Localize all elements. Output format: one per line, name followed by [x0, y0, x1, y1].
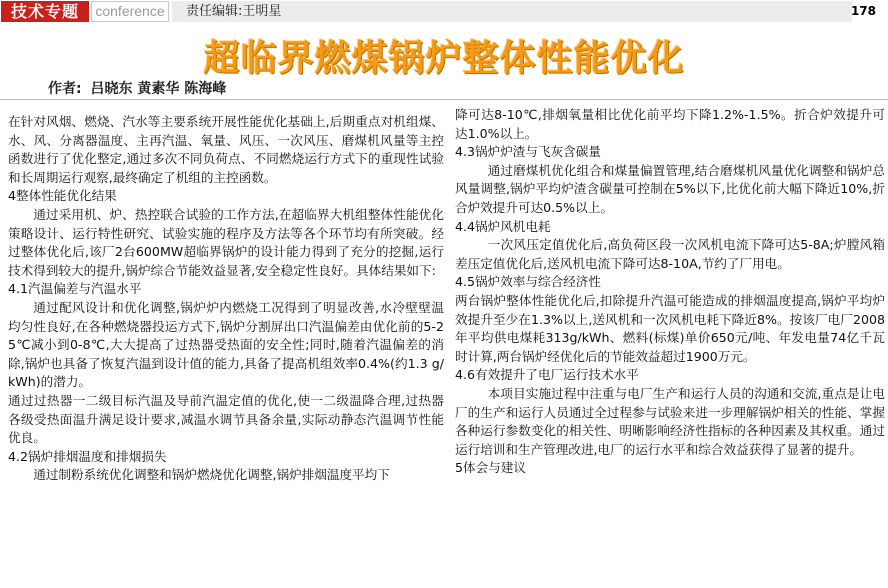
paragraph: 通过采用机、炉、热控联合试验的工作方法,在超临界大机组整体性能优化策略设计、运行特性研究、试验实施的程序及方法等各个环节均有所突破。经过整体优化后,该厂2台600MW超临界锅炉的设计能力得到了充分的挖掘,运行技术得到较大的提升,锅炉综合节能效益显著,安全稳定性良好。具体结果如下: [8, 206, 444, 278]
title-divider [0, 99, 888, 100]
section-heading: 4.5锅炉效率与综合经济性 [455, 274, 601, 290]
conference-label: conference [91, 1, 169, 22]
section-heading: 4.4锅炉风机电耗 [455, 218, 551, 234]
authors-names: 吕晓东 黄素华 陈海峰 [90, 81, 227, 97]
section-heading: 5体会与建议 [455, 460, 526, 476]
section-heading: 4整体性能优化结果 [8, 188, 117, 204]
section-heading: 4.3锅炉炉渣与飞灰含碳量 [455, 144, 601, 160]
paragraph: 通过过热器一二级目标汽温及导前汽温定值的优化,使一二级温降合理,过热器各级受热面温升满足设计要求,减温水调节具备余量,实际动静态汽温调节性能优良。 [8, 392, 444, 446]
section-heading: 4.6有效提升了电厂运行技术水平 [455, 367, 639, 383]
paragraph: 通过配风设计和优化调整,锅炉炉内燃烧工况得到了明显改善,水冷壁壁温均匀性良好,在各种燃烧器投运方式下,锅炉分割屏出口汽温偏差由优化前的5-25℃减小到0-8℃,大大提高了过热器受热面的安全性;同时,随着汽温偏差的消除,锅炉也具备了恢复汽温到设计值的能力,具备了提高机组效率0.4%(约1.3 g/kWh)的潜力。 [8, 299, 444, 390]
section-heading: 4.2锅炉排烟温度和排烟损失 [8, 448, 167, 464]
left-column [8, 113, 444, 485]
section-heading: 4.1汽温偏差与汽温水平 [8, 281, 142, 297]
right-column [455, 106, 885, 478]
page-number: 178 [850, 4, 876, 18]
paragraph: 通过制粉系统优化调整和锅炉燃烧优化调整,锅炉排烟温度平均下 [33, 467, 390, 483]
editor-credit: 责任编辑:王明星 [172, 1, 852, 22]
section-badge: 技术专题 [1, 1, 89, 22]
paragraph: 在针对风烟、燃烧、汽水等主要系统开展性能优化基础上,后期重点对机组煤、水、风、分离器温度、主再汽温、氧量、风压、一次风压、磨煤机风量等主控函数进行了优化整定,通过多次不同负荷点、不同燃烧运行方式下的重现性试验和长周期运行观察,最终确定了机组的主控函数。 [8, 114, 444, 185]
page-header [0, 0, 888, 24]
article-authors [48, 78, 226, 98]
paragraph: 一次风压定值优化后,高负荷区段一次风机电流下降可达5-8A;炉膛风箱差压定值优化后,送风机电流下降可达8-10A,节约了厂用电。 [455, 237, 885, 271]
paragraph: 降可达8-10℃,排烟氧量相比优化前平均下降1.2%-1.5%。折合炉效提升可达1.0%以上。 [455, 107, 885, 141]
article-title: 超临界燃煤锅炉整体性能优化 [203, 38, 685, 79]
paragraph: 两台锅炉整体性能优化后,扣除提升汽温可能造成的排烟温度提高,锅炉平均炉效提升至少在1.3%以上,送风机和一次风机电耗下降近8%。按该厂电厂2008年平均供电煤耗313g/kWh、燃料(标煤)单价650元/吨、年发电量74亿千瓦时计算,两台锅炉经优化后的节能效益超过1900万元。 [455, 292, 885, 364]
paragraph: 本项目实施过程中注重与电厂生产和运行人员的沟通和交流,重点是让电厂的生产和运行人员通过全过程参与试验来进一步理解锅炉相关的性能、掌握各种运行参数变化的相关性、明晰影响经济性指标的各种因素及其权重。通过运行培训和生产管理改进,电厂的运行水平和综合效益获得了显著的提升。 [455, 385, 885, 457]
authors-label: 作者: [48, 81, 82, 97]
paragraph: 通过磨煤机优化组合和煤量偏置管理,结合磨煤机风量优化调整和锅炉总风量调整,锅炉平均炉渣含碳量可控制在5%以下,比优化前大幅下降近10%,折合炉效提升可达0.5%以上。 [455, 162, 885, 215]
